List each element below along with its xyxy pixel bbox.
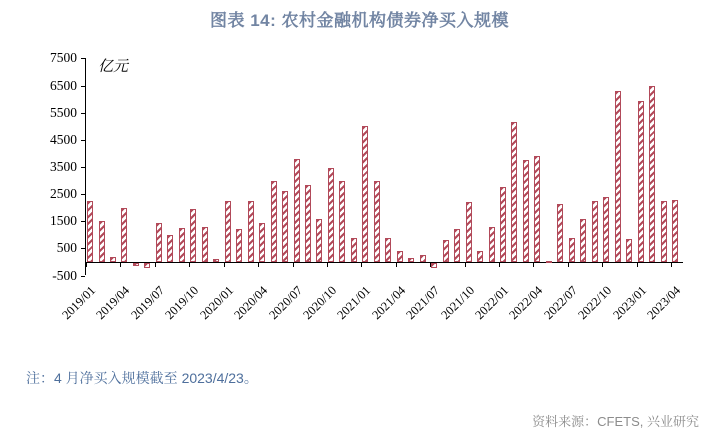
y-axis-unit-label: 亿元 [98, 57, 129, 76]
bar-2020/04 [259, 223, 265, 262]
y-axis-tick [81, 58, 85, 59]
bar-2019/11 [202, 227, 208, 262]
x-axis-tick [637, 262, 638, 267]
x-axis-tick-label: 2022/01 [472, 283, 512, 323]
x-axis-tick [602, 262, 603, 267]
y-axis-tick [81, 248, 85, 249]
bar-2019/07 [156, 223, 162, 262]
bar-2023/04 [672, 200, 678, 262]
bar-2023/02 [649, 86, 655, 262]
x-axis-tick [224, 262, 225, 267]
x-axis-tick [568, 262, 569, 267]
bar-2019/04 [121, 208, 127, 262]
bar-2022/08 [580, 219, 586, 262]
x-axis-tick [671, 262, 672, 267]
bar-2020/07 [294, 159, 300, 262]
bar-2020/05 [271, 181, 277, 262]
x-axis-tick [396, 262, 397, 267]
x-axis-tick-label: 2019/07 [128, 283, 167, 323]
bar-2020/01 [225, 201, 231, 262]
bar-2020/06 [282, 191, 288, 262]
bar-2021/05 [408, 258, 414, 262]
x-axis [85, 262, 683, 263]
x-axis-tick-label: 2020/01 [196, 283, 236, 323]
x-axis-tick [258, 262, 259, 267]
bar-2022/03 [523, 160, 529, 262]
y-axis-tick [81, 140, 85, 141]
bar-2022/07 [569, 238, 575, 262]
bar-2019/05 [133, 263, 139, 266]
x-axis-tick-label: 2020/04 [231, 283, 271, 323]
bar-2021/07 [431, 263, 437, 268]
y-axis-tick [81, 167, 85, 168]
x-axis-tick [120, 262, 121, 267]
y-axis-tick-label: 6500 [50, 77, 77, 93]
bar-2021/04 [397, 251, 403, 262]
bar-2021/03 [385, 238, 391, 262]
x-axis-tick-label: 2022/07 [541, 283, 580, 323]
bar-2022/11 [615, 91, 621, 262]
x-axis-tick-label: 2021/07 [403, 283, 443, 323]
x-axis-tick-label: 2020/10 [300, 283, 340, 323]
bar-2019/09 [179, 228, 185, 262]
bar-2022/06 [557, 204, 563, 262]
x-axis-tick [430, 262, 431, 267]
bar-2020/12 [351, 238, 357, 262]
x-axis-tick-label: 2019/10 [162, 283, 202, 323]
bar-2019/12 [213, 259, 219, 262]
y-axis-tick-label: 4500 [50, 131, 77, 147]
bar-2022/09 [592, 201, 598, 262]
bar-2019/06 [144, 263, 150, 268]
bar-2019/01 [87, 201, 93, 262]
bar-2021/06 [420, 255, 426, 262]
x-axis-tick-label: 2023/04 [644, 283, 684, 323]
x-axis-tick-label: 2019/04 [93, 283, 133, 323]
bar-2019/10 [190, 209, 196, 262]
x-axis-tick-label: 2021/01 [334, 283, 374, 323]
bar-2023/01 [638, 101, 644, 263]
source-note: 资料来源：CFETS, 兴业研究 [532, 414, 699, 429]
bar-2020/11 [339, 181, 345, 262]
x-axis-tick-label: 2022/10 [575, 283, 615, 323]
bar-2020/03 [248, 201, 254, 262]
x-axis-tick [361, 262, 362, 267]
x-axis-tick-label: 2021/04 [369, 283, 408, 323]
y-axis-tick [81, 86, 85, 87]
y-axis-tick [81, 221, 85, 222]
bar-2022/10 [603, 197, 609, 262]
x-axis-tick [533, 262, 534, 267]
chart-title: 图表 14: 农村金融机构债券净买入规模 [209, 11, 510, 30]
y-axis [85, 58, 86, 275]
bar-2022/05 [546, 261, 552, 263]
bar-2020/02 [236, 229, 242, 262]
bar-2020/08 [305, 185, 311, 262]
x-axis-tick-label: 2019/01 [59, 283, 99, 323]
y-axis-tick-label: 1500 [50, 213, 77, 229]
bar-2022/12 [626, 239, 632, 262]
y-axis-tick-label: -500 [52, 267, 77, 283]
x-axis-tick-label: 2021/10 [437, 283, 477, 323]
x-axis-tick [465, 262, 466, 267]
y-axis-tick [81, 113, 85, 114]
bar-2020/10 [328, 168, 334, 262]
bar-2021/10 [466, 202, 472, 262]
x-axis-tick [499, 262, 500, 267]
y-axis-tick-label: 7500 [50, 50, 77, 66]
bar-2021/12 [489, 227, 495, 262]
x-axis-tick [86, 262, 87, 267]
bar-2022/04 [534, 156, 540, 262]
x-axis-tick-label: 2022/04 [506, 283, 546, 323]
bar-2022/02 [511, 122, 517, 262]
y-axis-tick-label: 3500 [50, 159, 77, 174]
bar-2020/09 [316, 219, 322, 262]
bar-2021/11 [477, 251, 483, 262]
y-axis-tick-label: 5500 [50, 104, 77, 120]
y-axis-tick-label: 500 [56, 240, 77, 256]
bar-2019/02 [99, 221, 105, 262]
x-axis-tick [293, 262, 294, 267]
bar-2023/03 [661, 201, 667, 262]
bar-2021/02 [374, 181, 380, 262]
x-axis-tick [189, 262, 190, 267]
y-axis-tick-label: 2500 [50, 186, 77, 202]
bar-2019/08 [167, 235, 173, 262]
y-axis-tick [81, 276, 85, 277]
bar-2021/08 [443, 240, 449, 262]
footnote: 注：4 月净买入规模截至 2023/4/23。 [26, 370, 258, 386]
bar-2021/01 [362, 126, 368, 262]
bar-2019/03 [110, 257, 116, 262]
y-axis-tick [81, 194, 85, 195]
bar-2021/09 [454, 229, 460, 262]
bar-2022/01 [500, 187, 506, 262]
x-axis-tick-label: 2020/07 [265, 283, 305, 323]
x-axis-tick [155, 262, 156, 267]
x-axis-tick [327, 262, 328, 267]
x-axis-tick-label: 2023/01 [609, 283, 649, 323]
